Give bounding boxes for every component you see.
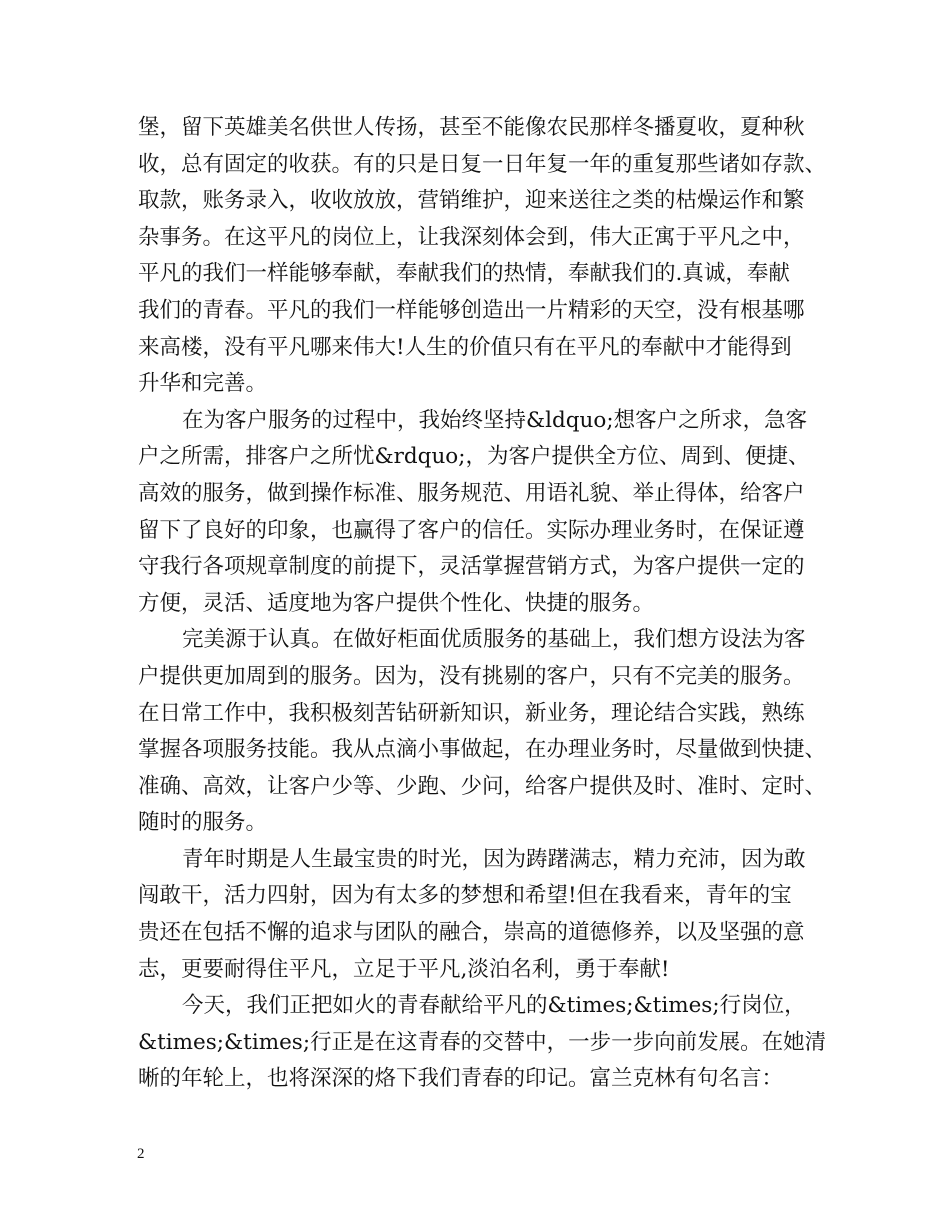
text-line: 来高楼，没有平凡哪来伟大!人生的价值只有在平凡的奉献中才能得到: [138, 334, 792, 360]
text-line: 户提供更加周到的服务。因为，没有挑剔的客户，只有不完美的服务。: [138, 663, 805, 689]
text-line: 户之所需，排客户之所忧&rdquo;，为客户提供全方位、周到、便捷、: [138, 444, 810, 470]
text-line: 今天，我们正把如火的青春献给平凡的&times;&times;行岗位，: [182, 993, 806, 1019]
text-line: 留下了良好的印象，也赢得了客户的信任。实际办理业务时，在保证遵: [138, 517, 805, 543]
page-number: 2: [137, 1146, 145, 1162]
paragraph: [138, 403, 838, 623]
text-line: 贵还在包括不懈的追求与团队的融合，崇高的道德修养，以及坚强的意: [138, 920, 805, 946]
paragraph: [138, 988, 838, 1098]
paragraph: [138, 622, 838, 842]
paragraph: [138, 110, 838, 403]
text-line: 随时的服务。: [138, 810, 268, 836]
text-line: 闯敢干，活力四射，因为有太多的梦想和希望!但在我看来，青年的宝: [138, 883, 792, 909]
text-line: 取款，账务录入，收收放放，营销维护，迎来送往之类的枯燥运作和繁: [138, 188, 805, 214]
text-line: 升华和完善。: [138, 371, 268, 397]
text-line: 在为客户服务的过程中，我始终坚持&ldquo;想客户之所求，急客: [182, 407, 808, 433]
paragraph: [138, 842, 838, 988]
text-line: 平凡的我们一样能够奉献，奉献我们的热情，奉献我们的.真诚，奉献: [138, 261, 790, 287]
body-text: [138, 110, 838, 1098]
text-line: 杂事务。在这平凡的岗位上，让我深刻体会到，伟大正寓于平凡之中，: [138, 224, 805, 250]
text-line: 方便，灵活、适度地为客户提供个性化、快捷的服务。: [138, 590, 655, 616]
text-line: 青年时期是人生最宝贵的时光，因为踌躇满志，精力充沛，因为敢: [182, 846, 806, 872]
text-line: 收，总有固定的收获。有的只是日复一日年复一年的重复那些诸如存款、: [138, 151, 827, 177]
text-line: 我们的青春。平凡的我们一样能够创造出一片精彩的天空，没有根基哪: [138, 297, 805, 323]
text-line: 晰的年轮上，也将深深的烙下我们青春的印记。富兰克林有句名言：: [138, 1066, 784, 1092]
text-line: 在日常工作中，我积极刻苦钻研新知识，新业务，理论结合实践，熟练: [138, 700, 805, 726]
text-line: &times;&times;行正是在这青春的交替中，一步一步向前发展。在她清: [138, 1029, 827, 1055]
text-line: 完美源于认真。在做好柜面优质服务的基础上，我们想方设法为客: [182, 627, 806, 653]
text-line: 准确、高效，让客户少等、少跑、少问，给客户提供及时、准时、定时、: [138, 773, 827, 799]
text-line: 堡，留下英雄美名供世人传扬，甚至不能像农民那样冬播夏收，夏种秋: [138, 115, 805, 140]
text-line: 志，更要耐得住平凡，立足于平凡,淡泊名利，勇于奉献!: [138, 956, 670, 982]
text-line: 掌握各项服务技能。我从点滴小事做起，在办理业务时，尽量做到快捷、: [138, 737, 827, 763]
text-line: 高效的服务，做到操作标准、服务规范、用语礼貌、举止得体，给客户: [138, 480, 805, 506]
text-line: 守我行各项规章制度的前提下，灵活掌握营销方式，为客户提供一定的: [138, 554, 805, 580]
